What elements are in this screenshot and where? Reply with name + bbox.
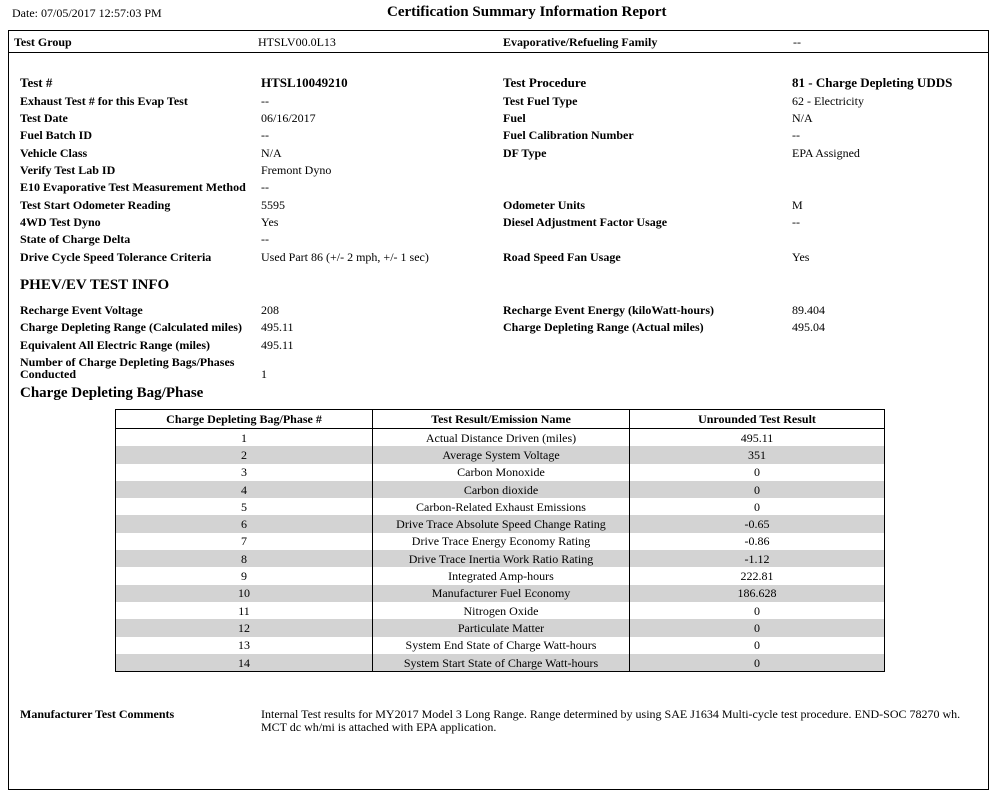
phev-value: 89.404 — [792, 303, 825, 317]
phev-label: Equivalent All Electric Range (miles) — [20, 338, 210, 352]
emission-name: Carbon dioxide — [373, 481, 630, 498]
field-value: -- — [261, 180, 269, 194]
bag-number: 5 — [116, 498, 373, 515]
test-result: 495.11 — [630, 429, 885, 447]
test-result: 0 — [630, 498, 885, 515]
phev-label-cont: Conducted — [20, 367, 77, 381]
table-row — [116, 550, 885, 567]
bag-number: 1 — [116, 429, 373, 447]
field-value: 81 - Charge Depleting UDDS — [792, 75, 953, 90]
field-label: Fuel Batch ID — [20, 128, 92, 142]
field-value: N/A — [792, 111, 813, 125]
table-row — [116, 481, 885, 498]
report-title: Certification Summary Information Report — [387, 4, 667, 20]
field-value: 62 - Electricity — [792, 94, 864, 108]
table-row — [116, 446, 885, 463]
bag-number: 6 — [116, 515, 373, 532]
test-result: 351 — [630, 446, 885, 463]
phev-heading: PHEV/EV TEST INFO — [20, 277, 170, 293]
field-label: Diesel Adjustment Factor Usage — [503, 215, 668, 229]
field-label: Drive Cycle Speed Tolerance Criteria — [20, 250, 212, 264]
field-label: Vehicle Class — [20, 146, 88, 160]
table-row — [116, 498, 885, 515]
table-row — [116, 515, 885, 532]
emission-name: Carbon Monoxide — [373, 464, 630, 481]
bag-number: 11 — [116, 602, 373, 619]
field-value: M — [792, 198, 803, 212]
phev-label: Recharge Event Energy (kiloWatt-hours) — [503, 303, 714, 317]
table-row — [116, 602, 885, 619]
phev-value: 495.04 — [792, 320, 825, 334]
table-row — [116, 585, 885, 602]
test-group-value: HTSLV00.0L13 — [258, 35, 336, 49]
table-row — [116, 637, 885, 654]
bag-number: 3 — [116, 464, 373, 481]
phev-label: Recharge Event Voltage — [20, 303, 143, 317]
emission-name: Nitrogen Oxide — [373, 602, 630, 619]
test-result: 0 — [630, 481, 885, 498]
field-label: Test # — [20, 75, 53, 90]
emission-name: System Start State of Charge Watt-hours — [373, 654, 630, 672]
test-result: -0.86 — [630, 533, 885, 550]
phev-value: 495.11 — [261, 320, 294, 334]
emission-name: Average System Voltage — [373, 446, 630, 463]
phev-value: 208 — [261, 303, 279, 317]
test-result: 0 — [630, 619, 885, 636]
evap-family-value: -- — [793, 35, 801, 49]
test-result: -1.12 — [630, 550, 885, 567]
field-value: HTSL10049210 — [261, 75, 348, 90]
emission-name: Drive Trace Absolute Speed Change Rating — [373, 515, 630, 532]
test-result: 0 — [630, 654, 885, 672]
field-label: Fuel — [503, 111, 526, 125]
evap-family-label: Evaporative/Refueling Family — [503, 35, 658, 49]
emission-name: Carbon-Related Exhaust Emissions — [373, 498, 630, 515]
bag-number: 13 — [116, 637, 373, 654]
test-result: 0 — [630, 464, 885, 481]
field-label: Fuel Calibration Number — [503, 128, 634, 142]
field-value: -- — [792, 215, 800, 229]
divider — [8, 52, 989, 53]
phev-label: Number of Charge Depleting Bags/Phases — [20, 355, 235, 369]
emission-name: Drive Trace Inertia Work Ratio Rating — [373, 550, 630, 567]
field-value: Yes — [792, 250, 810, 264]
field-label: Test Procedure — [503, 75, 587, 90]
field-label: E10 Evaporative Test Measurement Method — [20, 180, 246, 194]
bag-number: 4 — [116, 481, 373, 498]
field-label: Test Date — [20, 111, 68, 125]
phev-value: 495.11 — [261, 338, 294, 352]
bag-number: 2 — [116, 446, 373, 463]
field-value: N/A — [261, 146, 282, 160]
field-value: 06/16/2017 — [261, 111, 316, 125]
emission-name: Integrated Amp-hours — [373, 567, 630, 584]
bag-number: 10 — [116, 585, 373, 602]
field-value: -- — [261, 128, 269, 142]
bag-number: 9 — [116, 567, 373, 584]
table-row — [116, 619, 885, 636]
table-header-row — [116, 410, 885, 429]
field-value: -- — [261, 232, 269, 246]
phev-value: 1 — [261, 367, 267, 381]
phev-label: Charge Depleting Range (Actual miles) — [503, 320, 704, 334]
field-label: Verify Test Lab ID — [20, 163, 116, 177]
table-row — [116, 567, 885, 584]
field-label: 4WD Test Dyno — [20, 215, 101, 229]
field-value: -- — [261, 94, 269, 108]
emission-name: System End State of Charge Watt-hours — [373, 637, 630, 654]
table-row — [116, 533, 885, 550]
column-header: Unrounded Test Result — [630, 410, 885, 429]
field-value: 5595 — [261, 198, 285, 212]
field-value: -- — [792, 128, 800, 142]
comments-text: Internal Test results for MY2017 Model 3 Long Range. Range determined by using SAE J1634 Multi-cycle test procedure. END-SOC 78270 wh. MCT dc wh/mi is attached with EPA application. — [261, 707, 961, 734]
field-label: Road Speed Fan Usage — [503, 250, 621, 264]
field-label: Exhaust Test # for this Evap Test — [20, 94, 188, 108]
test-result: -0.65 — [630, 515, 885, 532]
comments-label: Manufacturer Test Comments — [20, 707, 175, 721]
phev-label: Charge Depleting Range (Calculated miles) — [20, 320, 242, 334]
bag-phase-table — [115, 409, 885, 672]
field-label: DF Type — [503, 146, 547, 160]
table-row — [116, 429, 885, 447]
bag-number: 7 — [116, 533, 373, 550]
test-result: 186.628 — [630, 585, 885, 602]
emission-name: Actual Distance Driven (miles) — [373, 429, 630, 447]
field-value: Fremont Dyno — [261, 163, 332, 177]
emission-name: Drive Trace Energy Economy Rating — [373, 533, 630, 550]
bag-number: 8 — [116, 550, 373, 567]
emission-name: Particulate Matter — [373, 619, 630, 636]
field-value: Used Part 86 (+/- 2 mph, +/- 1 sec) — [261, 250, 429, 264]
bag-number: 14 — [116, 654, 373, 672]
field-label: Test Start Odometer Reading — [20, 198, 171, 212]
test-group-label: Test Group — [14, 35, 72, 49]
field-label: Test Fuel Type — [503, 94, 578, 108]
column-header: Charge Depleting Bag/Phase # — [116, 410, 373, 429]
field-value: Yes — [261, 215, 279, 229]
column-header: Test Result/Emission Name — [373, 410, 630, 429]
test-result: 0 — [630, 637, 885, 654]
bag-number: 12 — [116, 619, 373, 636]
test-result: 222.81 — [630, 567, 885, 584]
report-date: Date: 07/05/2017 12:57:03 PM — [12, 6, 162, 20]
emission-name: Manufacturer Fuel Economy — [373, 585, 630, 602]
bag-heading: Charge Depleting Bag/Phase — [20, 385, 204, 401]
field-value: EPA Assigned — [792, 146, 860, 160]
field-label: State of Charge Delta — [20, 232, 131, 246]
table-row — [116, 464, 885, 481]
test-result: 0 — [630, 602, 885, 619]
field-label: Odometer Units — [503, 198, 586, 212]
table-row — [116, 654, 885, 672]
